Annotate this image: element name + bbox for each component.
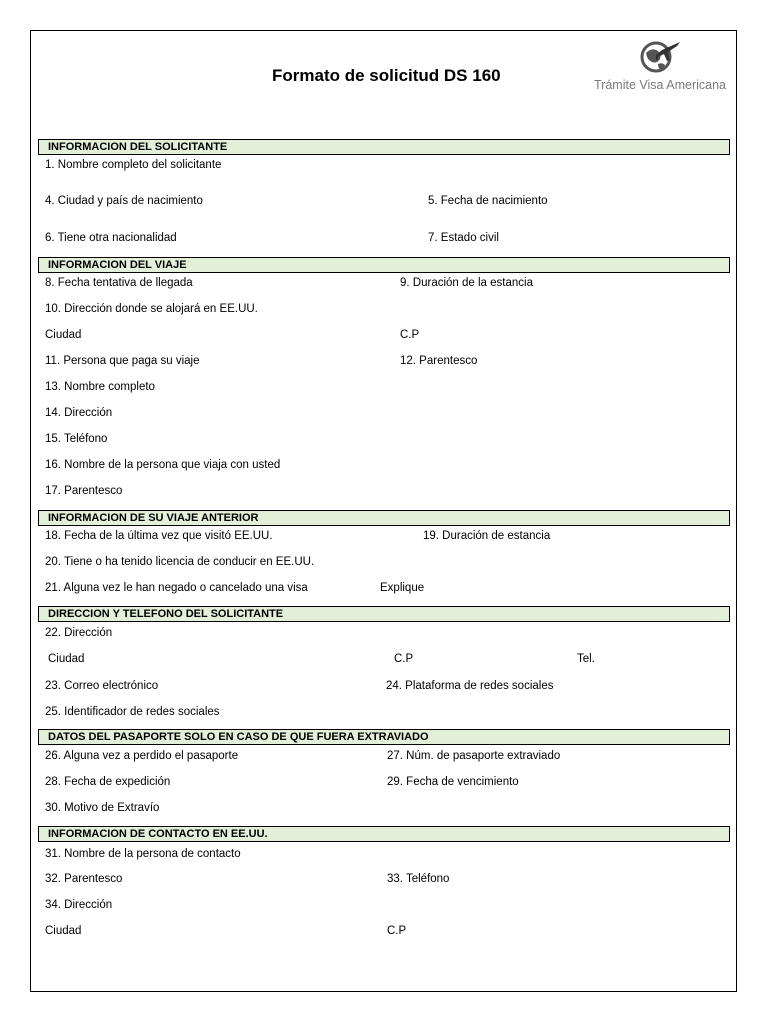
field-label-34: 34. Dirección (45, 899, 113, 911)
field-label-29: 29. Fecha de vencimiento (387, 776, 519, 788)
field-label-18: 18. Fecha de la última vez que visitó EE.UU. (45, 530, 273, 542)
section-header-viaje-anterior: INFORMACION DE SU VIAJE ANTERIOR (38, 510, 730, 526)
field-label-24: 24. Plataforma de redes sociales (386, 680, 554, 692)
field-label-14: 14. Dirección (45, 407, 113, 419)
field-label-21-explique: Explique (380, 582, 425, 594)
field-label-12: 12. Parentesco (400, 355, 478, 367)
field-label-23: 23. Correo electrónico (45, 680, 159, 692)
field-label-22-ciudad: Ciudad (48, 653, 85, 665)
field-label-9: 9. Duración de la estancia (400, 277, 533, 289)
field-label-15: 15. Teléfono (45, 433, 108, 445)
field-label-33: 33. Teléfono (387, 873, 450, 885)
field-label-4: 4. Ciudad y país de nacimiento (45, 195, 203, 207)
field-label-11: 11. Persona que paga su viaje (45, 355, 200, 367)
field-label-25: 25. Identificador de redes sociales (45, 706, 220, 718)
section-header-contacto: INFORMACION DE CONTACTO EN EE.UU. (38, 826, 730, 842)
field-label-6: 6. Tiene otra nacionalidad (45, 232, 177, 244)
field-label-7: 7. Estado civil (428, 232, 499, 244)
logo-text: Trámite Visa Americana (594, 78, 726, 92)
field-label-32: 32. Parentesco (45, 873, 123, 885)
field-label-13: 13. Nombre completo (45, 381, 155, 393)
form-title: Formato de solicitud DS 160 (272, 66, 501, 85)
field-label-27: 27. Núm. de pasaporte extraviado (387, 750, 561, 762)
field-label-26: 26. Alguna vez a perdido el pasaporte (45, 750, 239, 762)
field-label-31: 31. Nombre de la persona de contacto (45, 848, 241, 860)
field-label-1: 1. Nombre completo del solicitante (45, 159, 222, 171)
section-header-pasaporte: DATOS DEL PASAPORTE SOLO EN CASO DE QUE FUERA EXTRAVIADO (38, 729, 730, 745)
logo (582, 36, 738, 96)
field-label-10: 10. Dirección donde se alojará en EE.UU. (45, 303, 258, 315)
field-label-30: 30. Motivo de Extravío (45, 802, 160, 814)
field-label-17: 17. Parentesco (45, 485, 123, 497)
field-label-10-cp: C.P (400, 329, 420, 341)
field-label-34-ciudad: Ciudad (45, 925, 82, 937)
field-label-8: 8. Fecha tentativa de llegada (45, 277, 193, 289)
globe-airplane-icon (636, 36, 682, 76)
field-label-20: 20. Tiene o ha tenido licencia de conducir en EE.UU. (45, 556, 315, 568)
section-header-viaje: INFORMACION DEL VIAJE (38, 257, 730, 273)
field-label-5: 5. Fecha de nacimiento (428, 195, 548, 207)
field-label-34-cp: C.P (387, 925, 407, 937)
field-label-22: 22. Dirección (45, 627, 113, 639)
field-label-19: 19. Duración de estancia (423, 530, 551, 542)
field-label-16: 16. Nombre de la persona que viaja con usted (45, 459, 281, 471)
field-label-22-tel: Tel. (577, 653, 595, 665)
field-label-21: 21. Alguna vez le han negado o cancelado una visa (45, 582, 308, 594)
section-header-direccion: DIRECCION Y TELEFONO DEL SOLICITANTE (38, 606, 730, 622)
field-label-28: 28. Fecha de expedición (45, 776, 171, 788)
field-label-10-ciudad: Ciudad (45, 329, 82, 341)
section-header-solicitante: INFORMACION DEL SOLICITANTE (38, 139, 730, 155)
field-label-22-cp: C.P (394, 653, 414, 665)
